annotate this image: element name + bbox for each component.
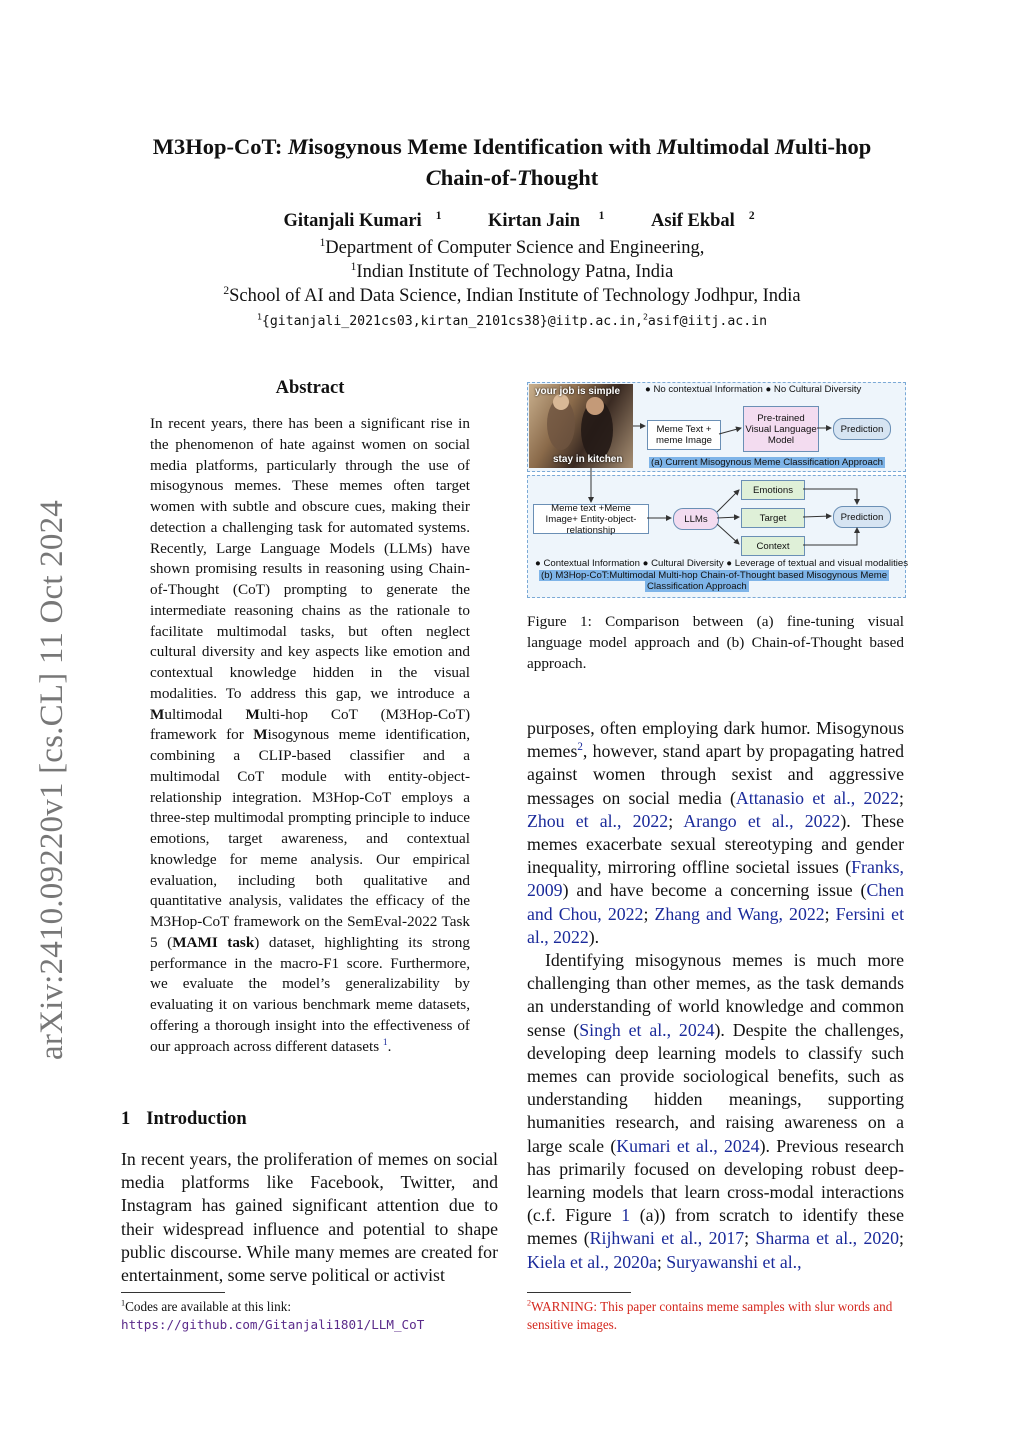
citation-link[interactable]: Attanasio et al., 2022 xyxy=(735,787,900,808)
b-llms-box: LLMs xyxy=(673,508,719,530)
a-label: (a) Current Misogynous Meme Classification Approach xyxy=(651,457,883,468)
citation-link[interactable]: Arango et al., 2022 xyxy=(683,810,841,831)
a-model-box: Pre-trained Visual Language Model xyxy=(743,406,819,452)
section-heading: 1 Introduction xyxy=(121,1109,247,1129)
citation-link[interactable]: Singh et al., 2024 xyxy=(579,1019,715,1040)
paragraph: Identifying misogynous memes is much more challenging than other memes, as the task demands an understanding of world knowledge and common sense (Singh et al., 2024). Despite the challenges, developing deep learning models to classify such memes can provide sociological benefits, such as understanding hidden meanings, supporting humanities research, and raising awareness on a large scale (Kumari et al., 2024). Previous research has primarily focused on developing robust deep-learning models that learn cross-modal interactions (c.f. Figure 1 (a)) from scratch to identify these memes (Rijhwani et al., 2017; Sharma et al., 2020; Kiela et al., 2020a; Suryawanshi et al., xyxy=(527,950,904,1272)
paper-title: M3Hop-CoT: Misogynous Meme Identification with Multimodal Multi-hop Chain-of-Thought xyxy=(152,134,872,190)
citation-link[interactable]: Zhou et al., 2022 xyxy=(527,810,669,831)
abstract-body: In recent years, there has been a significant rise in the phenomenon of hate against women on social media platforms, particularly through the use of misogynous memes. These memes often target women with subtle and obscure cues, making their detection a challenging task for automated systems. Recently, Large Language Models (LLMs) have shown promising results in reasoning using Chain-of-Thought (CoT) prompting to generate the intermediate reasoning chains as the rationale to facilitate multimodal tasks, but often neglect cultural diversity and key aspects like emotion and contextual knowledge hidden in the visual modalities. To address this gap, we introduce a Multimodal Multi-hop CoT (M3Hop-CoT) framework for Misogynous meme identification, combining a CLIP-based classifier and a multimodal CoT module with entity-object-relationship integration. M3Hop-CoT employs a three-step multimodal prompting principle to induce emotions, target awareness, and contextual knowledge for meme analysis. Our empirical evaluation, including both qualitative and quantitative analysis, validates the efficacy of the M3Hop-CoT framework on the SemEval-2022 Task 5 (MAMI task) dataset, highlighting its strong performance in the macro-F1 score. Furthermore, we evaluate the model’s generalizability by evaluating it on various benchmark meme datasets, offering a thorough insight into the effectiveness of our approach across different datasets $^1$. xyxy=(150,415,470,1055)
b-label-1: (b) M3Hop-CoT:Multimodal Multi-hop Chain-of-Thought based Misogynous Meme xyxy=(541,570,888,581)
right-column xyxy=(527,717,904,1274)
arxiv-stamp: arXiv:2410.09220v1 [cs.CL] 11 Oct 2024 xyxy=(34,500,70,1060)
intro-paragraph: In recent years, the proliferation of memes on social media platforms like Facebook, Twitter, and Instagram has gained significant attention due to their widespread influence and potential to shape public discourse. While many memes are created for entertainment, some serve political or activist xyxy=(121,1149,498,1286)
affiliation: $^2$School of AI and Data Science, Indian Institute of Technology Jodhpur, India xyxy=(223,284,801,306)
abstract-heading: Abstract xyxy=(275,378,345,398)
citation-link[interactable]: Kiela et al., 2020a xyxy=(527,1251,657,1272)
author: Gitanjali Kumari $^1$ xyxy=(283,209,442,231)
b-label-2: Classification Approach xyxy=(647,581,747,592)
b-emotions-box: Emotions xyxy=(741,480,805,500)
panel-a-header: ● No contextual Information ● No Cultural Diversity xyxy=(645,384,862,395)
footnote-1: $^1$Codes are available at this link: https://github.com/Gitanjali1801/LLM_CoT xyxy=(121,1298,425,1332)
meme-top-text: your job is simple xyxy=(535,386,621,397)
b-input-box: Meme text +Meme Image+ Entity-object-relationship xyxy=(533,504,649,534)
footnote-ref[interactable]: 1 xyxy=(382,1037,388,1048)
figure-ref-link[interactable]: 1 xyxy=(621,1205,631,1226)
citation-link[interactable]: Sharma et al., 2020 xyxy=(755,1228,900,1249)
citation-link[interactable]: Zhang and Wang, 2022 xyxy=(654,903,825,924)
b-context-box: Context xyxy=(741,536,805,556)
citation-link[interactable]: Franks, 2009 xyxy=(527,857,904,901)
b-target-box: Target xyxy=(741,508,805,528)
author-list xyxy=(100,211,924,232)
meme-image xyxy=(529,384,633,468)
affiliation: $^1$Indian Institute of Technology Patna, India xyxy=(350,260,674,282)
footnote-2: $^2$WARNING: This paper contains meme samples with slur words and sensitive images. xyxy=(527,1298,893,1332)
affiliation: $^1$Department of Computer Science and Engineering, xyxy=(319,236,705,258)
paragraph: purposes, often employing dark humor. Misogynous memes$^2$, however, stand apart by propagating hatred against women through sexist and aggressive messages on social media (Attanasio et al., 2022; Zhou et al., 2022; Arango et al., 2022). These memes exacerbate sexual stereotyping and gender inequality, mirroring offline societal issues (Franks, 2009) and have become a concerning issue (Chen and Chou, 2022; Zhang and Wang, 2022; Fersini et al., 2022). xyxy=(527,718,905,947)
citation-link[interactable]: Rijhwani et al., 2017 xyxy=(589,1228,745,1249)
author: Kirtan Jain $^1$ xyxy=(488,209,605,231)
footnote-rule xyxy=(527,1292,631,1293)
author-emails[interactable]: $^1${gitanjali_2021cs03,kirtan_2101cs38}@iitp.ac.in,$^2$asif@iitj.ac.in xyxy=(256,311,768,329)
b-prediction-box: Prediction xyxy=(833,506,891,528)
figure-caption: Figure 1: Comparison between (a) fine-tuning visual language model approach and (b) Chain-of-Thought based approach. xyxy=(527,613,904,672)
a-prediction-box: Prediction xyxy=(833,418,891,440)
footnote-rule xyxy=(121,1292,225,1293)
citation-link[interactable]: Kumari et al., 2024 xyxy=(616,1135,760,1156)
citation-link[interactable]: Fersini et al., 2022 xyxy=(527,903,905,947)
figure-1 xyxy=(527,382,909,596)
meme-bottom-text: stay in kitchen xyxy=(553,454,623,465)
citation-link[interactable]: Chen and Chou, 2022 xyxy=(527,880,904,924)
code-link[interactable]: https://github.com/Gitanjali1801/LLM_CoT xyxy=(121,1317,425,1332)
a-input-box: Meme Text + meme Image xyxy=(647,420,721,450)
author: Asif Ekbal $^2$ xyxy=(651,209,755,231)
footnote-ref[interactable]: 2 xyxy=(577,741,583,754)
b-footer: ● Contextual Information ● Cultural Diversity ● Leverage of textual and visual modalities xyxy=(535,558,909,569)
citation-link[interactable]: Suryawanshi et al., xyxy=(666,1251,802,1272)
